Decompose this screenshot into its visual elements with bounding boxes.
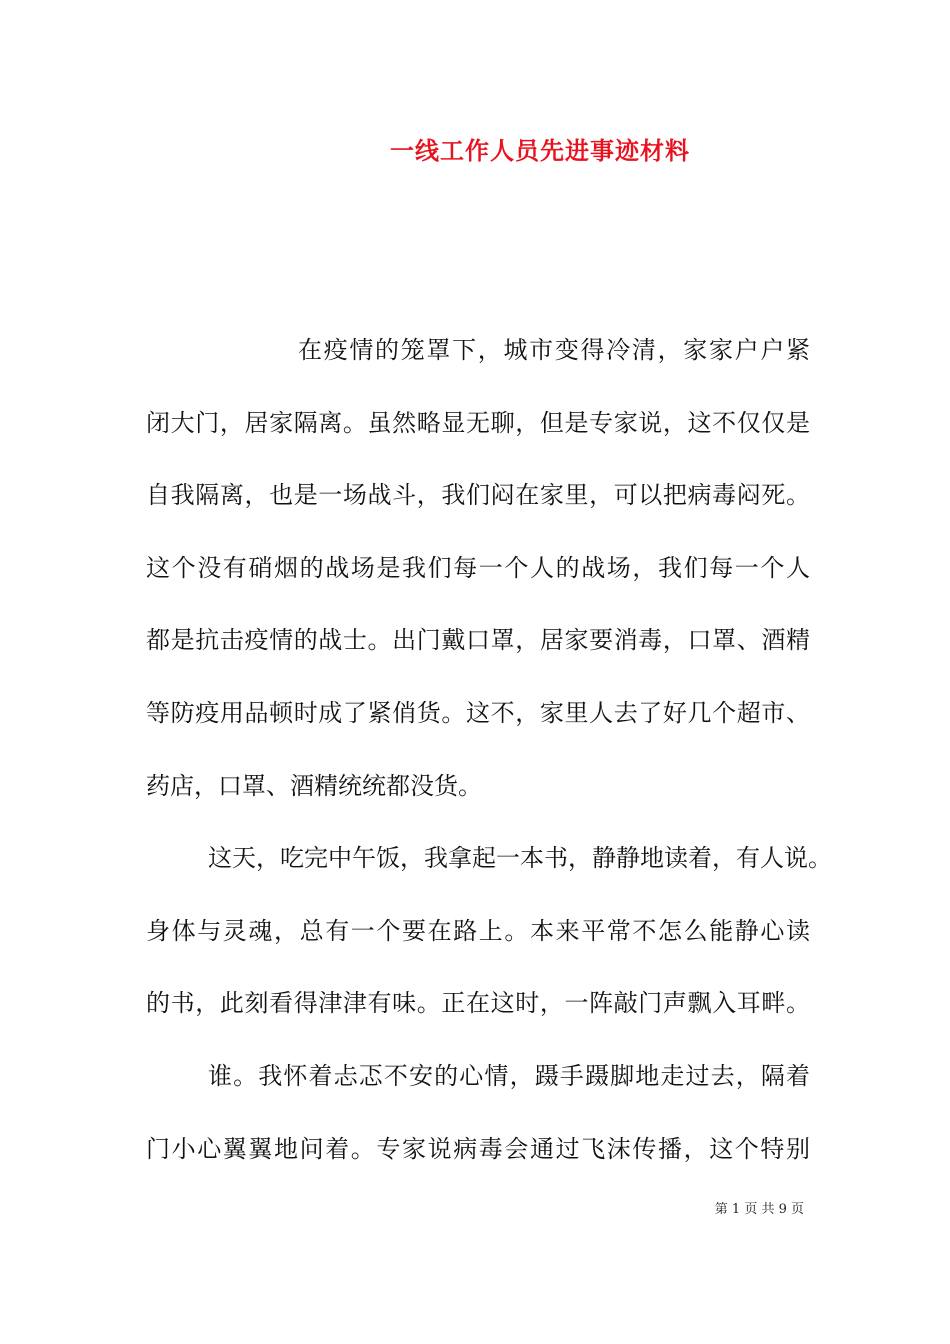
body-text bbox=[146, 330, 832, 1201]
paragraph-line: 这个没有硝烟的战场是我们每一个人的战场，我们每一个人 bbox=[146, 553, 810, 582]
paragraph-line: 的书，此刻看得津津有味。正在这时，一阵敲门声飘入耳畔。 bbox=[146, 989, 810, 1018]
paragraph-line: 都是抗击疫情的战士。出门戴口罩，居家要消毒，口罩、酒精 bbox=[146, 626, 810, 655]
paragraph-line: 自我隔离，也是一场战斗，我们闷在家里，可以把病毒闷死。 bbox=[146, 481, 810, 510]
paragraph-line: 门小心翼翼地问着。专家说病毒会通过飞沫传播，这个特别 bbox=[146, 1134, 810, 1163]
paragraph-line: 这天，吃完中午饭，我拿起一本书，静静地读着，有人说。 bbox=[208, 844, 832, 873]
paragraph-line: 闭大门，居家隔离。虽然略显无聊，但是专家说，这不仅仅是 bbox=[146, 408, 810, 437]
paragraph-line: 身体与灵魂，总有一个要在路上。本来平常不怎么能静心读 bbox=[146, 916, 810, 945]
page-number-footer: 第 1 页 共 9 页 bbox=[714, 1202, 804, 1217]
paragraph-line: 在疫情的笼罩下，城市变得冷清，家家户户紧 bbox=[298, 336, 810, 364]
paragraph-line: 谁。我怀着忐忑不安的心情，蹑手蹑脚地走过去，隔着 bbox=[208, 1061, 810, 1090]
document-title: 一线工作人员先进事迹材料 bbox=[390, 136, 690, 165]
paragraph-line: 等防疫用品顿时成了紧俏货。这不，家里人去了好几个超市、 bbox=[146, 698, 810, 727]
paragraph-line: 药店，口罩、酒精统统都没货。 bbox=[146, 771, 482, 800]
